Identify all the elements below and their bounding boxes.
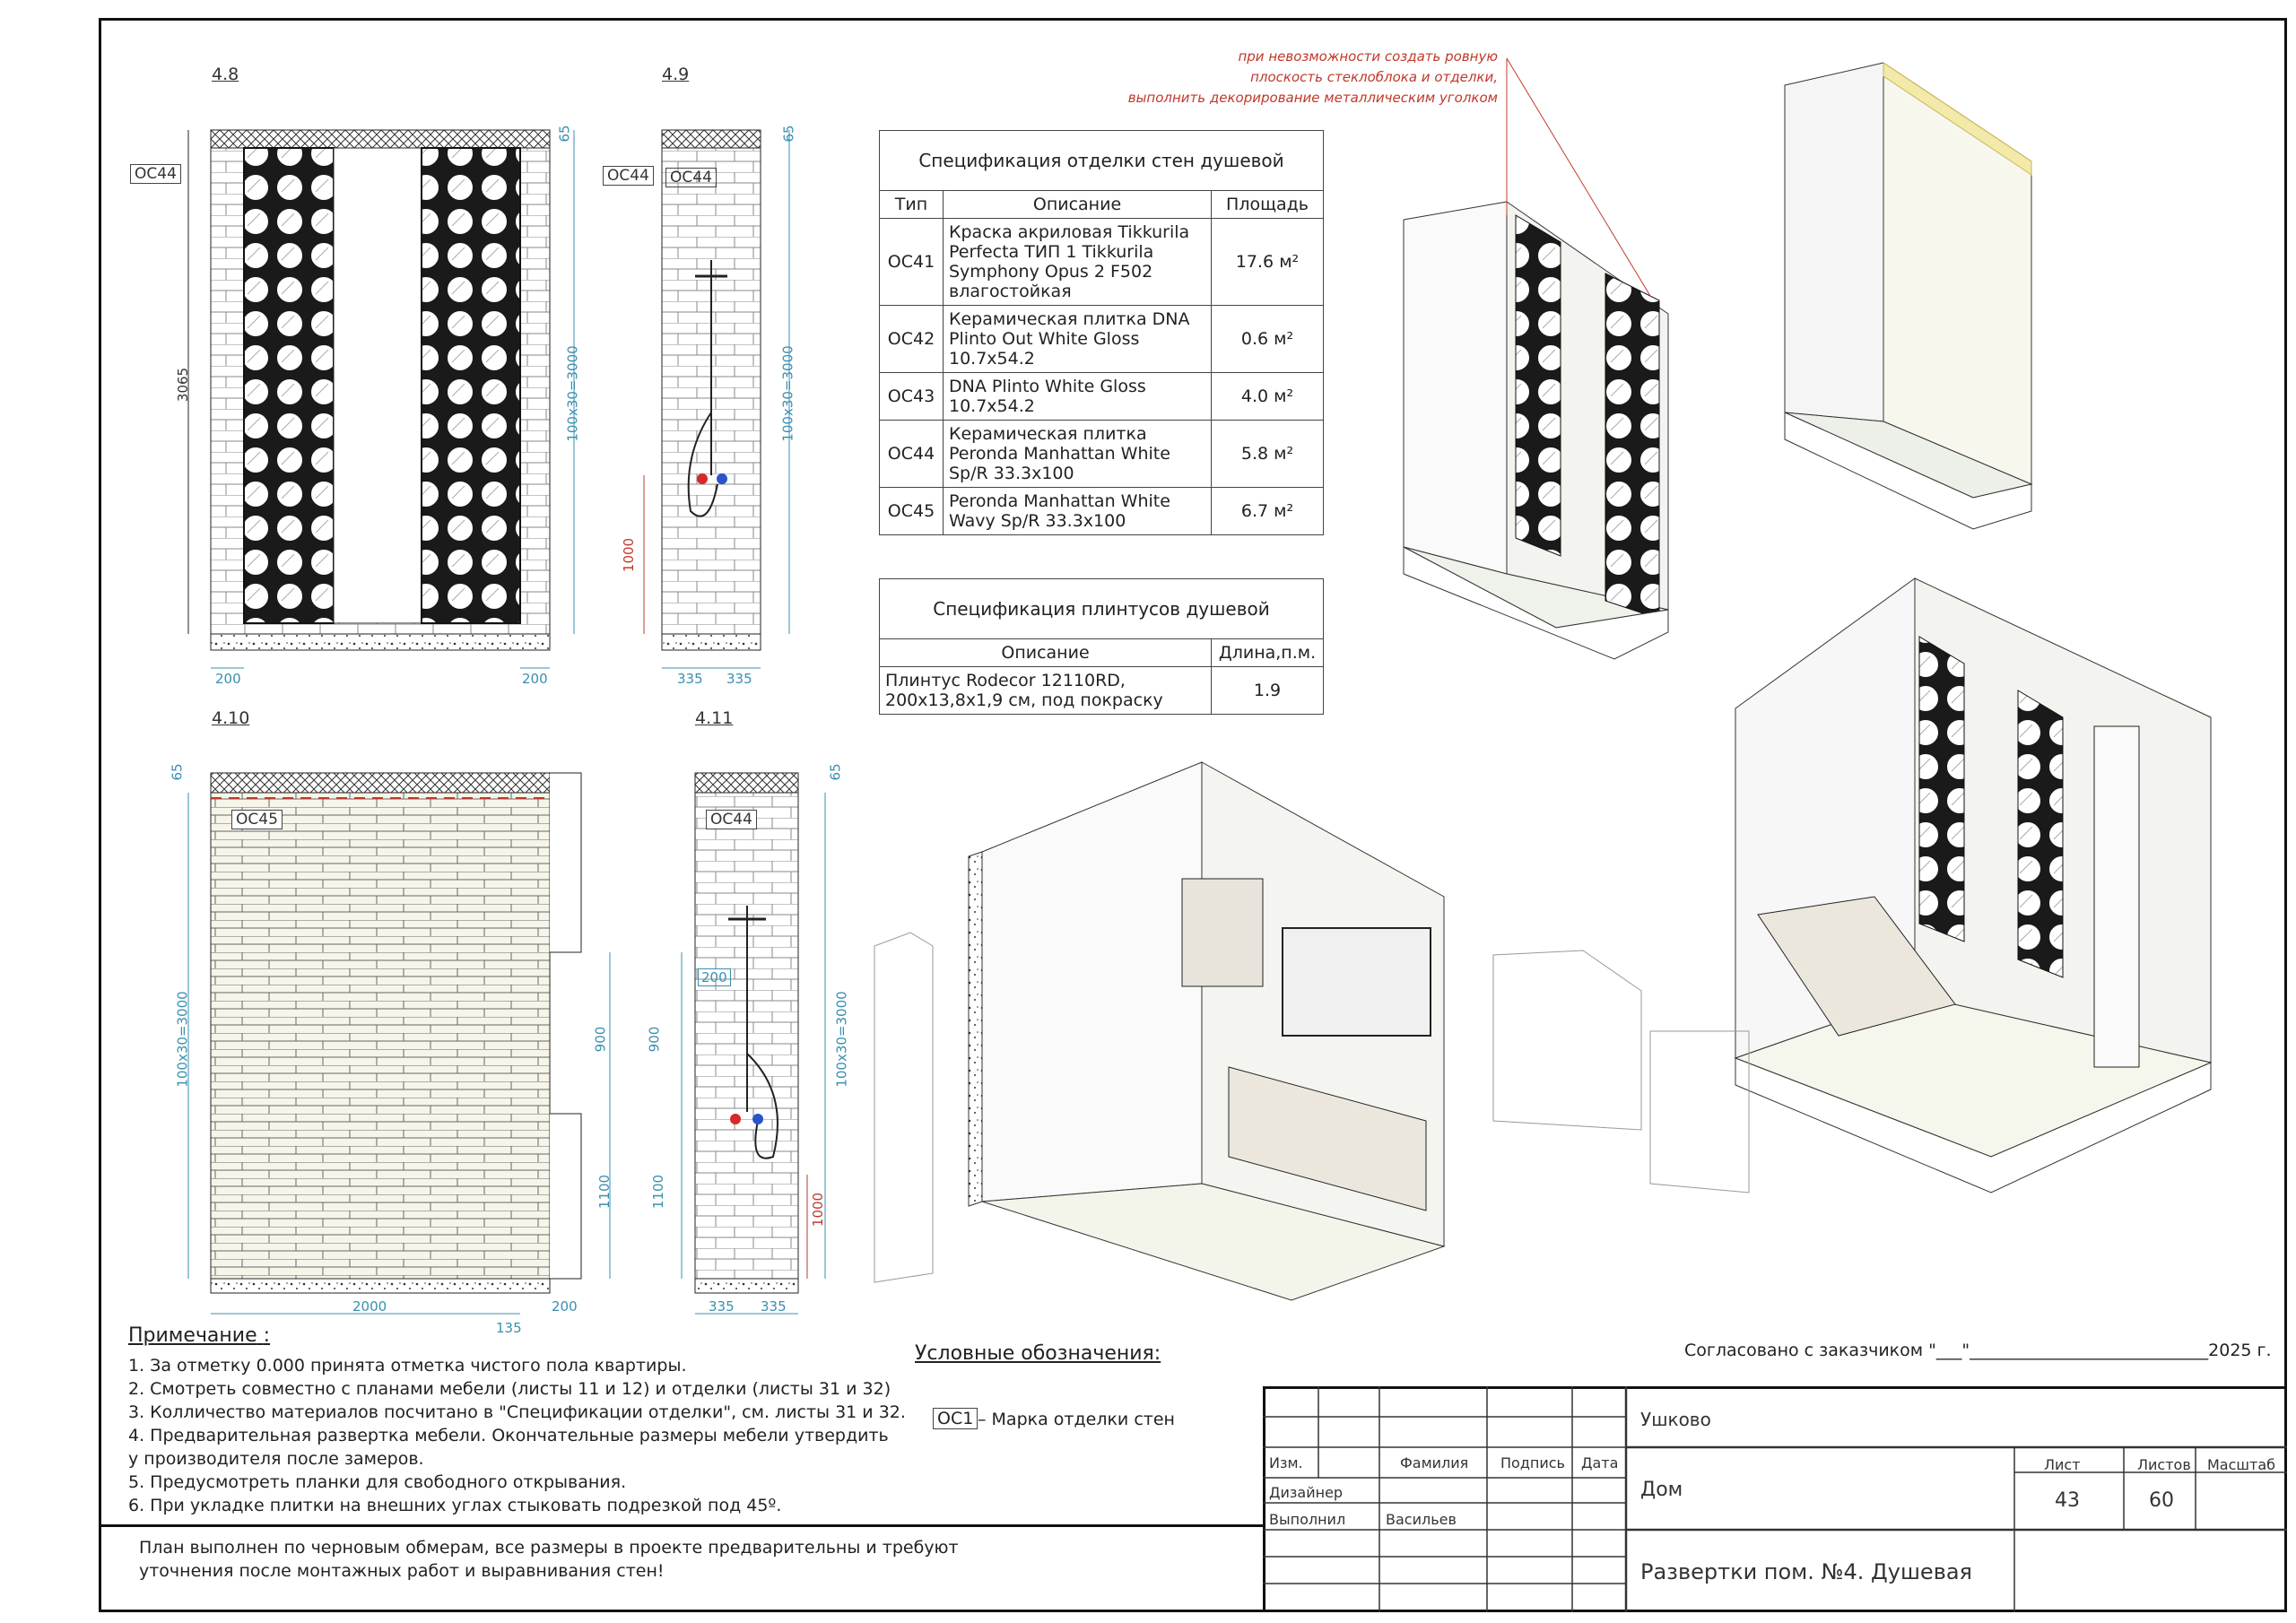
cell-area: 0.6 м² xyxy=(1212,306,1324,373)
iso-view-shower-1 xyxy=(1404,58,1668,659)
annotation-line-1: при невозможности создать ровную xyxy=(1238,48,1498,65)
cell-area: 4.0 м² xyxy=(1212,373,1324,421)
approval-line: Согласовано с заказчиком "___"____________________________2025 г. xyxy=(1684,1341,2272,1360)
dim-65-b: 65 xyxy=(780,125,797,143)
table-row xyxy=(880,488,1324,535)
note-item: 4. Предварительная развертка мебели. Окончательные размеры мебели утвердить xyxy=(128,1426,889,1445)
stamp-sheet-label: Лист xyxy=(2044,1456,2081,1473)
elevation-4-9 xyxy=(644,130,789,668)
cell-area: 5.8 м² xyxy=(1212,421,1324,488)
cell-type: ОС42 xyxy=(880,306,944,373)
cell-area: 6.7 м² xyxy=(1212,488,1324,535)
table-row xyxy=(880,219,1324,306)
dim-1000-a: 1000 xyxy=(621,537,638,573)
dim-335-c: 335 xyxy=(709,1298,735,1315)
stamp-sheet-no: 43 xyxy=(2055,1489,2080,1512)
dim-tile-b: 100х30=3000 xyxy=(779,345,796,442)
plinth-spec-title: Спецификация плинтусов душевой xyxy=(880,579,1324,639)
view-label-4-11: 4.11 xyxy=(695,708,734,728)
mark-oc44-c: OC44 xyxy=(665,168,717,187)
dim-1000-b: 1000 xyxy=(810,1192,827,1228)
cell-desc: DNA Plinto White Gloss 10.7x54.2 xyxy=(944,373,1212,421)
iso-view-shower-2 xyxy=(1785,63,2031,529)
dim-135: 135 xyxy=(496,1320,522,1336)
table-row xyxy=(880,667,1324,715)
stamp-col-fam: Фамилия xyxy=(1400,1454,1469,1471)
stamp-sheets-total: 60 xyxy=(2149,1489,2174,1512)
iso-view-bathroom-2 xyxy=(1735,578,2211,1193)
glass-block-annotation xyxy=(1126,47,1498,108)
cell-desc: Peronda Manhattan White Wavy Sp/R 33.3x100 xyxy=(944,488,1212,535)
dim-1100-a: 1100 xyxy=(596,1174,613,1210)
annotation-line-2: плоскость стеклоблока и отделки, xyxy=(1250,69,1498,85)
plan-note xyxy=(139,1536,959,1583)
stamp-designer-label: Дизайнер xyxy=(1269,1484,1344,1501)
dim-335-a: 335 xyxy=(677,671,703,687)
wall-spec-title: Спецификация отделки стен душевой xyxy=(880,131,1324,191)
stamp-sheets-label: Листов xyxy=(2137,1456,2191,1473)
dim-65-c: 65 xyxy=(169,763,186,781)
elevation-4-11 xyxy=(682,773,825,1314)
title-block xyxy=(1263,1386,2287,1612)
legend-title: Условные обозначения: xyxy=(915,1342,1161,1365)
note-item: 5. Предусмотреть планки для свободного открывания. xyxy=(128,1472,627,1492)
legend-item: – Марка отделки стен xyxy=(978,1410,1175,1429)
cell-type: ОС45 xyxy=(880,488,944,535)
mark-oc44-d: OC44 xyxy=(706,810,757,829)
note-item: у производителя после замеров. xyxy=(128,1449,424,1469)
plinth-spec-header-desc: Описание xyxy=(880,639,1212,667)
view-label-4-8: 4.8 xyxy=(212,65,239,84)
stamp-scale-label: Масштаб xyxy=(2207,1456,2276,1473)
cell-desc: Краска акриловая Tikkurila Perfecta ТИП 1 Tikkurila Symphony Opus 2 F502 влагостойкая xyxy=(944,219,1212,306)
stamp-performer-name: Васильев xyxy=(1386,1511,1457,1528)
dim-200-d: 200 xyxy=(698,968,731,986)
table-row xyxy=(880,421,1324,488)
mark-oc45: OC45 xyxy=(231,810,283,829)
notes-title-colon: : xyxy=(263,1324,271,1347)
view-label-4-10: 4.10 xyxy=(212,708,250,728)
note-item: 2. Смотреть совместно с планами мебели (листы 11 и 12) и отделки (листы 31 и 32) xyxy=(128,1379,891,1399)
wall-spec-header-type: Тип xyxy=(880,191,944,219)
stamp-col-izm: Изм. xyxy=(1269,1454,1303,1471)
wall-spec-header-desc: Описание xyxy=(944,191,1212,219)
dim-tile-d: 100х30=3000 xyxy=(833,991,850,1088)
dim-65-a: 65 xyxy=(556,125,573,143)
plan-note-line-2: уточнения после монтажных работ и выравнивания стен! xyxy=(139,1561,665,1581)
view-label-4-9: 4.9 xyxy=(662,65,690,84)
plinth-spec-header-length: Длина,п.м. xyxy=(1212,639,1324,667)
dim-200-a: 200 xyxy=(215,671,241,687)
notes-list xyxy=(128,1354,906,1517)
table-row xyxy=(880,306,1324,373)
table-row xyxy=(880,373,1324,421)
cell-desc: Плинтус Rodecor 12110RD, 200x13,8x1,9 см, под покраску xyxy=(880,667,1212,715)
elevation-4-8 xyxy=(188,130,574,668)
divider xyxy=(99,1524,1263,1527)
stamp-col-sign: Подпись xyxy=(1500,1454,1565,1471)
annotation-line-3: выполнить декорирование металлическим уголком xyxy=(1127,90,1498,106)
note-item: 1. За отметку 0.000 принята отметка чистого пола квартиры. xyxy=(128,1356,687,1376)
cell-type: ОС44 xyxy=(880,421,944,488)
dim-900-a: 900 xyxy=(592,1026,609,1053)
plan-note-line-1: План выполнен по черновым обмерам, все размеры в проекте предварительны и требуют xyxy=(139,1538,959,1558)
cell-desc: Керамическая плитка DNA Plinto Out White Gloss 10.7x54.2 xyxy=(944,306,1212,373)
cell-type: ОС43 xyxy=(880,373,944,421)
stamp-performer-label: Выполнил xyxy=(1269,1511,1346,1528)
stamp-sheet-title: Развертки пом. №4. Душевая xyxy=(1640,1559,1972,1584)
stamp-object: Дом xyxy=(1640,1479,1683,1501)
elevation-4-10 xyxy=(188,773,610,1314)
note-item: 3. Колличество материалов посчитано в "Спецификации отделки", см. листы 31 и 32. xyxy=(128,1402,906,1422)
notes-title xyxy=(128,1324,270,1347)
dim-2000: 2000 xyxy=(352,1298,387,1315)
dim-tile-c: 100х30=3000 xyxy=(174,991,191,1088)
stamp-col-date: Дата xyxy=(1581,1454,1619,1471)
cell-type: ОС41 xyxy=(880,219,944,306)
wall-finish-spec-table xyxy=(879,130,1324,535)
wall-spec-header-area: Площадь xyxy=(1212,191,1324,219)
dim-900-b: 900 xyxy=(646,1026,663,1053)
dim-335-d: 335 xyxy=(761,1298,787,1315)
mark-oc44-b: OC44 xyxy=(603,166,654,186)
stamp-location: Ушково xyxy=(1640,1409,1711,1430)
dim-1100-b: 1100 xyxy=(650,1174,667,1210)
cell-length: 1.9 xyxy=(1212,667,1324,715)
dim-335-b: 335 xyxy=(726,671,752,687)
mark-oc44-a: OC44 xyxy=(130,164,181,184)
legend-mark: OC1 xyxy=(933,1408,978,1429)
dim-200-c: 200 xyxy=(552,1298,578,1315)
dim-3065: 3065 xyxy=(175,367,192,403)
dim-65-d: 65 xyxy=(827,763,844,781)
dim-tile-a: 100х30=3000 xyxy=(564,345,581,442)
notes-title-text: Примечание xyxy=(128,1324,257,1347)
plinth-spec-table xyxy=(879,578,1324,715)
iso-view-bathroom-1 xyxy=(969,762,1444,1300)
cell-area: 17.6 м² xyxy=(1212,219,1324,306)
cell-desc: Керамическая плитка Peronda Manhattan White Sp/R 33.3x100 xyxy=(944,421,1212,488)
dim-200-b: 200 xyxy=(522,671,548,687)
note-item: 6. При укладке плитки на внешних углах стыковать подрезкой под 45º. xyxy=(128,1496,782,1515)
